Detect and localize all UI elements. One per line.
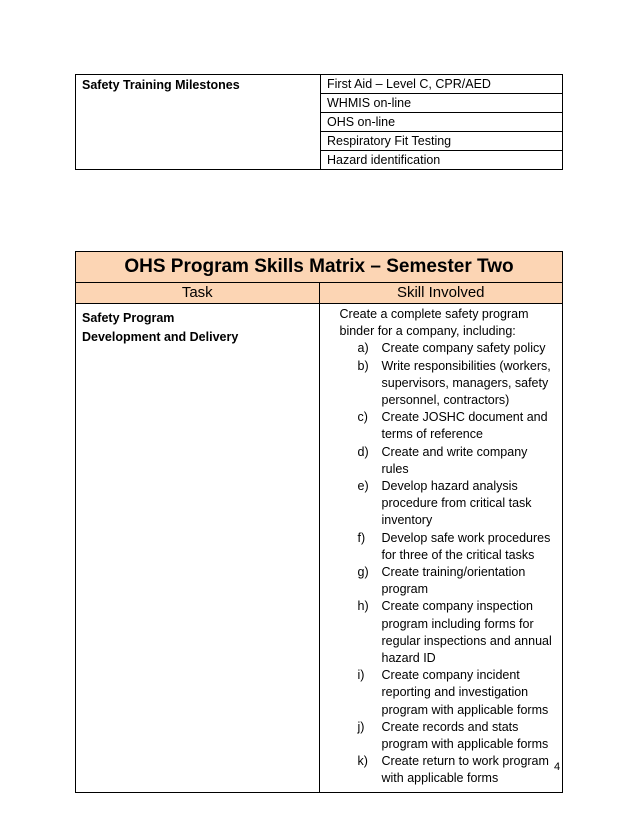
list-marker: a) xyxy=(357,341,369,356)
list-item-text: Create training/orientation program xyxy=(381,565,526,597)
page-number: 4 xyxy=(554,761,561,773)
skill-cell xyxy=(319,304,563,793)
task-name-line: Development and Delivery xyxy=(82,330,239,344)
milestone-item: OHS on-line xyxy=(321,113,562,132)
matrix-title: OHS Program Skills Matrix – Semester Two xyxy=(76,252,563,283)
table-header-row xyxy=(76,283,563,304)
column-header-skill: Skill Involved xyxy=(319,283,563,304)
list-marker: e) xyxy=(357,479,369,494)
task-cell xyxy=(76,304,320,793)
training-milestones-table xyxy=(75,74,563,170)
milestone-item: WHMIS on-line xyxy=(321,94,562,113)
list-marker: k) xyxy=(357,754,368,769)
skill-list-item xyxy=(358,358,557,410)
skill-list-item xyxy=(358,719,557,753)
table-row xyxy=(76,304,563,793)
list-marker: c) xyxy=(357,410,368,425)
list-marker: h) xyxy=(357,599,369,614)
list-item-text: Create JOSHC document and terms of reference xyxy=(381,410,548,442)
list-item-text: Create company inspection program including forms for regular inspections and annual hazard ID xyxy=(381,599,552,666)
table-title-row xyxy=(76,252,563,283)
list-marker: d) xyxy=(357,444,369,459)
list-item-text: Create and write company rules xyxy=(381,444,528,476)
list-item-text: Create company safety policy xyxy=(381,341,546,356)
list-marker: g) xyxy=(357,565,369,580)
milestone-item: Hazard identification xyxy=(327,153,441,167)
skill-list-item xyxy=(358,478,557,530)
list-item-text: Develop hazard analysis procedure from critical task inventory xyxy=(381,479,532,528)
skill-list-item xyxy=(358,753,557,787)
skill-intro: Create a complete safety program binder for a company, including: xyxy=(339,307,529,339)
skill-list-item xyxy=(358,667,557,719)
skill-list xyxy=(340,340,557,787)
milestone-item: First Aid – Level C, CPR/AED xyxy=(321,75,562,94)
milestones-label: Safety Training Milestones xyxy=(76,75,321,170)
milestones-list xyxy=(321,75,563,170)
list-item-text: Create records and stats program with applicable forms xyxy=(381,719,549,752)
list-marker: b) xyxy=(357,358,369,373)
list-marker: f) xyxy=(357,530,366,545)
table-row xyxy=(76,75,563,170)
task-name-line: Safety Program xyxy=(82,311,175,325)
list-marker: j) xyxy=(357,719,365,734)
list-item-text: Develop safe work procedures for three of the critical tasks xyxy=(381,530,551,562)
column-header-task: Task xyxy=(76,283,320,304)
skills-matrix-table xyxy=(75,251,563,793)
skill-list-item xyxy=(358,530,557,564)
skill-list-item xyxy=(358,444,557,478)
milestone-item: Respiratory Fit Testing xyxy=(321,132,562,151)
list-marker: i) xyxy=(357,668,365,683)
list-item-text: Write responsibilities (workers, supervisors, managers, safety personnel, contractors) xyxy=(381,358,551,408)
skill-list-item xyxy=(358,340,557,357)
skill-list-item xyxy=(358,409,557,443)
list-item-text: Create return to work program with applicable forms xyxy=(381,754,549,786)
skill-list-item xyxy=(358,598,557,667)
skill-list-item xyxy=(358,564,557,598)
list-item-text: Create company incident reporting and investigation program with applicable forms xyxy=(381,668,549,717)
